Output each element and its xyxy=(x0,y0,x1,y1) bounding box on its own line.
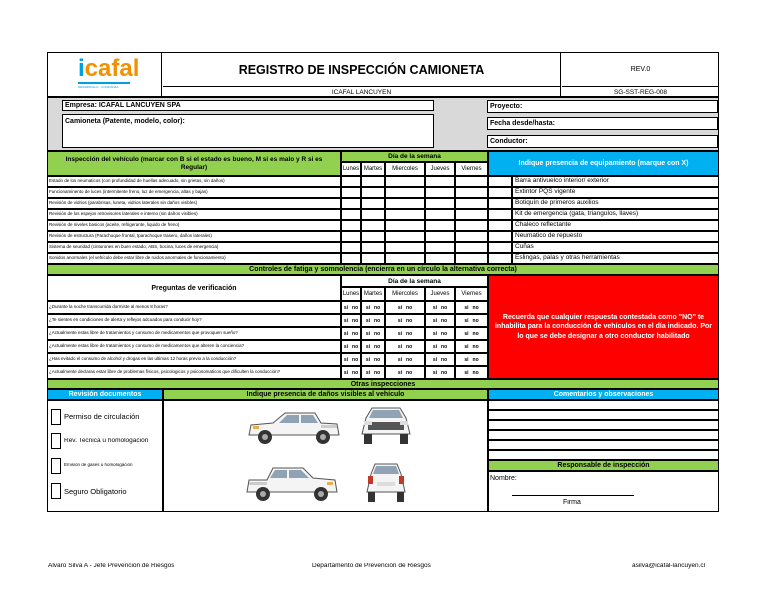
equipment-checkbox[interactable] xyxy=(488,231,512,242)
responsible-heading: Responsable de inspección xyxy=(488,460,719,471)
answer-no[interactable]: no xyxy=(374,304,381,311)
fatigue-answer-cell[interactable] xyxy=(455,301,488,314)
vehicle-day-cell[interactable] xyxy=(455,176,488,187)
vehicle-day-cell[interactable] xyxy=(455,231,488,242)
answer-no[interactable]: no xyxy=(441,369,448,376)
fatigue-answer-cell[interactable] xyxy=(455,353,488,366)
vehicle-days-row xyxy=(341,162,488,176)
vehicle-day-cell[interactable] xyxy=(385,187,425,198)
equipment-item-label: Barra antivuelco interior/ exterior xyxy=(512,176,719,187)
vehicle-day-cell[interactable] xyxy=(455,209,488,220)
day-header-viernes: Viernes xyxy=(455,162,488,176)
logo xyxy=(48,53,162,96)
equipment-checkbox[interactable] xyxy=(488,242,512,253)
answer-si[interactable]: si xyxy=(397,343,403,350)
fatigue-answer-cell[interactable] xyxy=(361,340,385,353)
fatigue-answer-cell[interactable] xyxy=(425,327,455,340)
answer-no[interactable]: no xyxy=(472,369,479,376)
answer-no[interactable]: no xyxy=(406,330,413,337)
doc-checkbox-3[interactable] xyxy=(51,458,61,474)
fatigue-question-label: ¿Actualmente estas libre de tratamientos y consumo de medicamentos que alteren la conciencia? xyxy=(47,340,341,353)
fatigue-answer-cell[interactable] xyxy=(425,314,455,327)
answer-si[interactable]: si xyxy=(432,369,438,376)
fatigue-answer-cell[interactable] xyxy=(385,314,425,327)
vehicle-day-cell[interactable] xyxy=(385,198,425,209)
equipment-list xyxy=(488,176,719,264)
nombre-label: Nombre: xyxy=(490,475,517,482)
comments-area[interactable] xyxy=(488,400,719,460)
vehicle-day-cell[interactable] xyxy=(425,253,455,264)
fatigue-answer-cell[interactable] xyxy=(341,340,361,353)
answer-no[interactable]: no xyxy=(472,317,479,324)
doc-checkbox-4[interactable] xyxy=(51,483,61,499)
fatigue-answer-cell[interactable] xyxy=(361,353,385,366)
vehicle-day-cell[interactable] xyxy=(455,198,488,209)
vehicle-item-label: Sonidos anormales (el vehículo debe estar libre de ruidos anormales de funcionamiento) xyxy=(47,253,341,264)
vehicle-day-cell[interactable] xyxy=(425,176,455,187)
doc-checkbox-1[interactable] xyxy=(51,409,61,425)
vehicle-day-cell[interactable] xyxy=(361,242,385,253)
fatigue-answer-cell[interactable] xyxy=(455,366,488,379)
responsible-panel xyxy=(488,471,719,512)
answer-no[interactable]: no xyxy=(352,330,359,337)
day-header-jueves: Jueves xyxy=(425,287,455,301)
answer-no[interactable]: no xyxy=(406,317,413,324)
answer-si[interactable]: si xyxy=(464,343,469,350)
answer-no[interactable]: no xyxy=(352,369,359,376)
damage-heading: Indique presencia de daños visibles al vehículo xyxy=(163,389,488,400)
camioneta-field[interactable] xyxy=(62,114,434,148)
empresa-field[interactable] xyxy=(62,100,434,111)
fatigue-questions-table xyxy=(47,301,488,379)
fatigue-answer-cell[interactable] xyxy=(341,314,361,327)
vehicle-day-cell[interactable] xyxy=(361,220,385,231)
footer-email[interactable]: asilva@icafal-lancuyen.cl xyxy=(632,563,706,569)
comment-line[interactable] xyxy=(488,420,719,430)
answer-no[interactable]: no xyxy=(441,317,448,324)
document-code: SG-SST-REG-008 xyxy=(562,86,719,97)
answer-si[interactable]: si xyxy=(343,356,349,363)
comment-line[interactable] xyxy=(488,410,719,420)
answer-no[interactable]: no xyxy=(406,304,413,311)
vehicle-week-heading: Día de la semana xyxy=(341,151,488,162)
equipment-item-label: Extintor PQS vigente xyxy=(512,187,719,198)
equipment-checkbox[interactable] xyxy=(488,253,512,264)
doc-label-3: Emisión de gases u homologación xyxy=(64,463,133,467)
vehicle-day-cell[interactable] xyxy=(385,209,425,220)
equipment-item-label: Eslingas, palas y otras herramientas xyxy=(512,253,719,264)
fatigue-heading: Controles de fatiga y somnolencia (encierra en un círculo la alternativa correcta) xyxy=(47,264,719,275)
comment-line[interactable] xyxy=(488,430,719,440)
vehicle-item-label: Revisión de niveles basicos (aceite, refrigerante, liquido de freno) xyxy=(47,220,341,231)
page-title: REGISTRO DE INSPECCIÓN CAMIONETA xyxy=(163,53,561,86)
comment-line[interactable] xyxy=(488,400,719,410)
answer-no[interactable]: no xyxy=(352,304,359,311)
answer-no[interactable]: no xyxy=(472,356,479,363)
other-heading: Otras inspecciones xyxy=(47,379,719,389)
fatigue-answer-cell[interactable] xyxy=(425,353,455,366)
answer-no[interactable]: no xyxy=(406,343,413,350)
answer-no[interactable]: no xyxy=(441,356,448,363)
fatigue-answer-cell[interactable] xyxy=(361,327,385,340)
fatigue-answer-cell[interactable] xyxy=(361,314,385,327)
answer-si[interactable]: si xyxy=(343,343,349,350)
fatigue-answer-cell[interactable] xyxy=(361,301,385,314)
answer-si[interactable]: si xyxy=(464,369,469,376)
logo-letter-i: i xyxy=(78,55,85,82)
signature-line[interactable] xyxy=(512,495,634,496)
vehicle-day-cell[interactable] xyxy=(341,209,361,220)
vehicle-side-view-right xyxy=(243,460,343,506)
comments-heading: Comentarios y observaciones xyxy=(488,389,719,400)
vehicle-day-cell[interactable] xyxy=(361,198,385,209)
answer-si[interactable]: si xyxy=(365,330,371,337)
vehicle-item-label: Sistema de seuridad (cinturones en buen estado, ABS, bocina, luces de emergencia) xyxy=(47,242,341,253)
docs-heading: Revisión documentos xyxy=(47,389,163,400)
vehicle-day-cell[interactable] xyxy=(385,242,425,253)
vehicle-day-cell[interactable] xyxy=(455,253,488,264)
vehicle-day-cell[interactable] xyxy=(455,242,488,253)
logo-tagline: DESARROLLO · CONFIANZA xyxy=(78,86,119,89)
answer-si[interactable]: si xyxy=(343,317,349,324)
fatigue-answer-cell[interactable] xyxy=(385,327,425,340)
day-header-miercoles: Miercoles xyxy=(385,287,425,301)
vehicle-day-cell[interactable] xyxy=(341,242,361,253)
fatigue-answer-cell[interactable] xyxy=(425,301,455,314)
equipment-checkbox[interactable] xyxy=(488,176,512,187)
fatigue-answer-cell[interactable] xyxy=(425,340,455,353)
vehicle-rear-view xyxy=(363,462,409,506)
fatigue-answer-cell[interactable] xyxy=(341,301,361,314)
vehicle-day-cell[interactable] xyxy=(425,242,455,253)
fatigue-answer-cell[interactable] xyxy=(385,366,425,379)
vehicle-day-cell[interactable] xyxy=(385,253,425,264)
footer-author: Alvaro Silva A - Jefe Prevención de Riesgos xyxy=(48,563,175,569)
vehicle-day-cell[interactable] xyxy=(425,220,455,231)
conductor-field[interactable] xyxy=(487,135,718,148)
answer-si[interactable]: si xyxy=(343,304,349,311)
fatigue-days-row xyxy=(341,287,488,301)
fatigue-question-label: ¿Actualmente estas libre de tratamientos y consumo de medicamentos que provoquen sueño? xyxy=(47,327,341,340)
equipment-checkbox[interactable] xyxy=(488,187,512,198)
answer-si[interactable]: si xyxy=(365,369,371,376)
vehicle-day-cell[interactable] xyxy=(385,231,425,242)
vehicle-item-label: Estado de los neumaticos (con profundidad de huellas adecuado, sin grietas, sin daños) xyxy=(47,176,341,187)
answer-no[interactable]: no xyxy=(441,304,448,311)
day-header-jueves: Jueves xyxy=(425,162,455,176)
vehicle-day-cell[interactable] xyxy=(341,231,361,242)
answer-si[interactable]: si xyxy=(365,343,371,350)
vehicle-item-label: Revisión de los espejos retrovisores laterales e interno (sin daños visibles) xyxy=(47,209,341,220)
fatigue-answer-cell[interactable] xyxy=(341,353,361,366)
vehicle-side-view-left xyxy=(243,405,343,449)
answer-no[interactable]: no xyxy=(374,330,381,337)
vehicle-day-cell[interactable] xyxy=(341,253,361,264)
fatigue-week-heading: Día de la semana xyxy=(341,275,488,287)
empresa-label: Empresa: ICAFAL LANCUYEN SPA xyxy=(65,102,181,109)
vehicle-day-cell[interactable] xyxy=(425,187,455,198)
answer-no[interactable]: no xyxy=(472,304,479,311)
vehicle-day-cell[interactable] xyxy=(361,176,385,187)
answer-si[interactable]: si xyxy=(397,369,403,376)
answer-si[interactable]: si xyxy=(464,330,469,337)
company-subtitle: ICAFAL LANCUYEN xyxy=(163,86,561,97)
fatigue-question-label: ¿Has evitado el consumo de alcohol y drogas en las ultimas 12 horas previo a la conducción? xyxy=(47,353,341,366)
fatigue-answer-cell[interactable] xyxy=(385,340,425,353)
equipment-item-label: Kit de emergencia (gata, triangulos, llaves) xyxy=(512,209,719,220)
doc-label-2: Rev. Tecnica u homologación xyxy=(64,438,149,444)
vehicle-day-cell[interactable] xyxy=(385,220,425,231)
vehicle-day-cell[interactable] xyxy=(425,231,455,242)
answer-si[interactable]: si xyxy=(365,356,371,363)
vehicle-item-label: Revisión de estructura (Parachoque frontal, tparachoque trasero, daños laterales) xyxy=(47,231,341,242)
equipment-checkbox[interactable] xyxy=(488,198,512,209)
answer-no[interactable]: no xyxy=(472,330,479,337)
questions-heading: Preguntas de verificación xyxy=(47,275,341,301)
vehicle-day-cell[interactable] xyxy=(361,231,385,242)
vehicle-day-cell[interactable] xyxy=(361,253,385,264)
vehicle-day-cell[interactable] xyxy=(341,187,361,198)
answer-no[interactable]: no xyxy=(352,356,359,363)
answer-si[interactable]: si xyxy=(397,330,403,337)
vehicle-day-cell[interactable] xyxy=(341,176,361,187)
vehicle-day-cell[interactable] xyxy=(385,176,425,187)
fatigue-answer-cell[interactable] xyxy=(341,327,361,340)
fatigue-question-label: ¿Te sientes en condiciones de alerta y reflejos adcuados para conducir hoy? xyxy=(47,314,341,327)
doc-label-4: Seguro Obligatorio xyxy=(64,488,127,496)
day-header-viernes: Viernes xyxy=(455,287,488,301)
answer-no[interactable]: no xyxy=(374,369,381,376)
logo-underline xyxy=(78,82,130,84)
answer-si[interactable]: si xyxy=(397,356,403,363)
fecha-field[interactable] xyxy=(487,117,718,130)
fatigue-answer-cell[interactable] xyxy=(385,353,425,366)
fatigue-answer-cell[interactable] xyxy=(341,366,361,379)
answer-si[interactable]: si xyxy=(432,304,438,311)
answer-no[interactable]: no xyxy=(406,369,413,376)
revision-label: REV.0 xyxy=(630,66,651,73)
equipment-item-label: Cuñas xyxy=(512,242,719,253)
comment-line[interactable] xyxy=(488,450,719,460)
fatigue-question-label: ¿Durante la noche transcurrida dormiste al menos 8 horas? xyxy=(47,301,341,314)
vehicle-day-cell[interactable] xyxy=(361,209,385,220)
answer-no[interactable]: no xyxy=(406,356,413,363)
fatigue-answer-cell[interactable] xyxy=(455,314,488,327)
vehicle-day-cell[interactable] xyxy=(361,187,385,198)
vehicle-day-cell[interactable] xyxy=(455,220,488,231)
vehicle-item-label: Revisión de vidrios (parabrisas, luneta, vidrios laterales sin daños visibles) xyxy=(47,198,341,209)
vehicle-day-cell[interactable] xyxy=(425,209,455,220)
answer-no[interactable]: no xyxy=(472,343,479,350)
vehicle-day-cell[interactable] xyxy=(341,198,361,209)
equipment-item-label: Botiquín de primeros auxilios xyxy=(512,198,719,209)
equipment-item-label: Neumatico de repuesto xyxy=(512,231,719,242)
proyecto-field[interactable] xyxy=(487,100,718,113)
vehicle-day-cell[interactable] xyxy=(455,187,488,198)
day-header-martes: Martes xyxy=(361,287,385,301)
answer-si[interactable]: si xyxy=(343,369,349,376)
answer-si[interactable]: si xyxy=(464,356,469,363)
answer-si[interactable]: si xyxy=(464,304,469,311)
answer-si[interactable]: si xyxy=(432,356,438,363)
fatigue-warning: Recuerda que cualquier respuesta contestada como "NO" te inhabilita para la conducción de vehículos en el día indicado. Por lo que se debe designar a otro conductor habilitado xyxy=(488,275,719,379)
camioneta-label: Camioneta (Patente, modelo, color): xyxy=(65,118,185,125)
answer-si[interactable]: si xyxy=(365,304,371,311)
fatigue-answer-cell[interactable] xyxy=(455,340,488,353)
equipment-item-label: Chaleco reflectante xyxy=(512,220,719,231)
answer-no[interactable]: no xyxy=(352,343,359,350)
answer-no[interactable]: no xyxy=(374,343,381,350)
doc-checkbox-2[interactable] xyxy=(51,433,61,449)
day-header-lunes: Lunes xyxy=(341,162,361,176)
vehicle-day-cell[interactable] xyxy=(341,220,361,231)
answer-si[interactable]: si xyxy=(464,317,469,324)
footer-department: Departamento de Prevención de Riesgos xyxy=(312,563,431,569)
vehicle-day-cell[interactable] xyxy=(425,198,455,209)
day-header-miercoles: Miercoles xyxy=(385,162,425,176)
fecha-label: Fecha desde/hasta: xyxy=(490,120,555,127)
fatigue-answer-cell[interactable] xyxy=(385,301,425,314)
answer-no[interactable]: no xyxy=(374,317,381,324)
answer-si[interactable]: si xyxy=(432,317,438,324)
day-header-lunes: Lunes xyxy=(341,287,361,301)
answer-si[interactable]: si xyxy=(432,330,438,337)
logo-word: cafal xyxy=(84,55,140,82)
firma-label: Firma xyxy=(563,499,581,506)
proyecto-label: Proyecto: xyxy=(490,103,523,110)
answer-no[interactable]: no xyxy=(374,356,381,363)
answer-si[interactable]: si xyxy=(365,317,371,324)
answer-no[interactable]: no xyxy=(441,330,448,337)
answer-no[interactable]: no xyxy=(352,317,359,324)
vehicle-heading: Inspección del vehículo (marcar con B si el estado es bueno, M si es malo y R si es Regular) xyxy=(47,151,341,176)
answer-no[interactable]: no xyxy=(441,343,448,350)
equipment-checkbox[interactable] xyxy=(488,209,512,220)
fatigue-question-label: ¿Actualmente declaras estar libre de problemas físicos, psicologicos y psicosomaticos que dificulten la conducción? xyxy=(47,366,341,379)
answer-si[interactable]: si xyxy=(397,304,403,311)
fatigue-answer-cell[interactable] xyxy=(425,366,455,379)
conductor-label: Conductor: xyxy=(490,138,528,145)
equipment-heading: Indique presencia de equipamiento (marque con X) xyxy=(488,151,719,176)
vehicle-item-label: Funcionaminento de luces (intermitente freno, luz de emergencia, altas y bajas) xyxy=(47,187,341,198)
day-header-martes: Martes xyxy=(361,162,385,176)
answer-si[interactable]: si xyxy=(432,343,438,350)
doc-label-1: Permiso de circulación xyxy=(64,413,140,421)
vehicle-front-view xyxy=(358,404,414,450)
answer-si[interactable]: si xyxy=(397,317,403,324)
fatigue-answer-cell[interactable] xyxy=(361,366,385,379)
comment-line[interactable] xyxy=(488,440,719,450)
answer-si[interactable]: si xyxy=(343,330,349,337)
fatigue-answer-cell[interactable] xyxy=(455,327,488,340)
vehicle-items-table xyxy=(47,176,488,264)
equipment-checkbox[interactable] xyxy=(488,220,512,231)
